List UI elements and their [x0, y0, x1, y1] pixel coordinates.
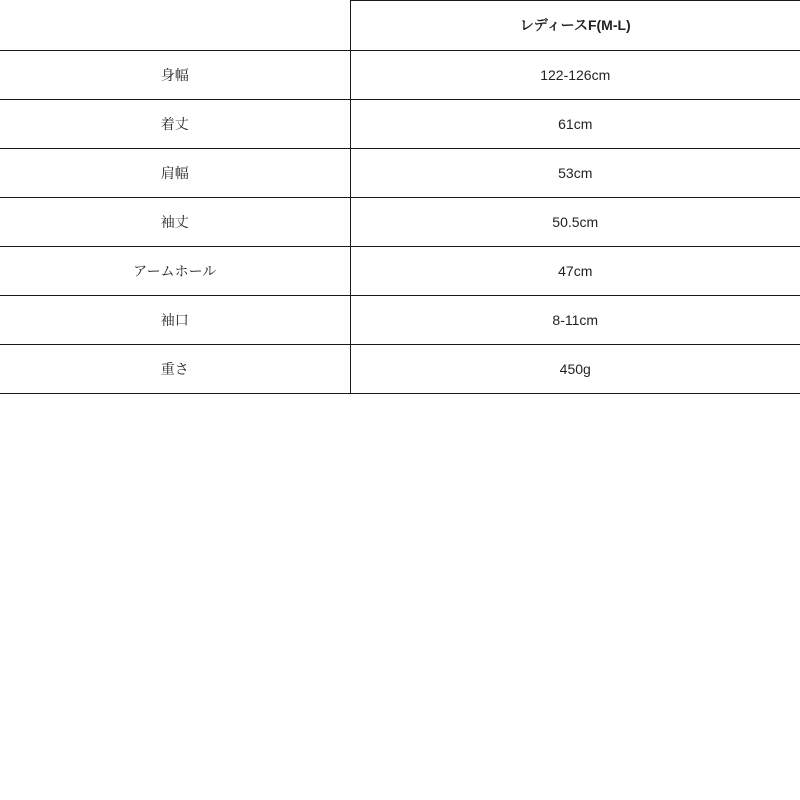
- measurement-value: 53cm: [350, 149, 800, 198]
- size-table-header: [0, 1, 800, 51]
- table-row: [0, 296, 800, 345]
- measurement-label: 袖丈: [0, 198, 350, 247]
- measurement-label: 身幅: [0, 51, 350, 100]
- table-header-row: [0, 1, 800, 51]
- measurement-value: 61cm: [350, 100, 800, 149]
- measurement-value: 450g: [350, 345, 800, 394]
- table-row: [0, 100, 800, 149]
- size-table-body: [0, 51, 800, 394]
- size-table: [0, 0, 800, 394]
- measurement-value: 122-126cm: [350, 51, 800, 100]
- measurement-value: 47cm: [350, 247, 800, 296]
- measurement-value: 50.5cm: [350, 198, 800, 247]
- measurement-value: 8-11cm: [350, 296, 800, 345]
- measurement-label: 重さ: [0, 345, 350, 394]
- measurement-label: 袖口: [0, 296, 350, 345]
- measurement-label: アームホール: [0, 247, 350, 296]
- measurement-label: 着丈: [0, 100, 350, 149]
- table-row: [0, 149, 800, 198]
- table-row: [0, 51, 800, 100]
- header-blank-cell: [0, 1, 350, 51]
- measurement-label: 肩幅: [0, 149, 350, 198]
- table-row: [0, 247, 800, 296]
- table-row: [0, 345, 800, 394]
- table-row: [0, 198, 800, 247]
- header-size-cell: レディースF(M-L): [350, 1, 800, 51]
